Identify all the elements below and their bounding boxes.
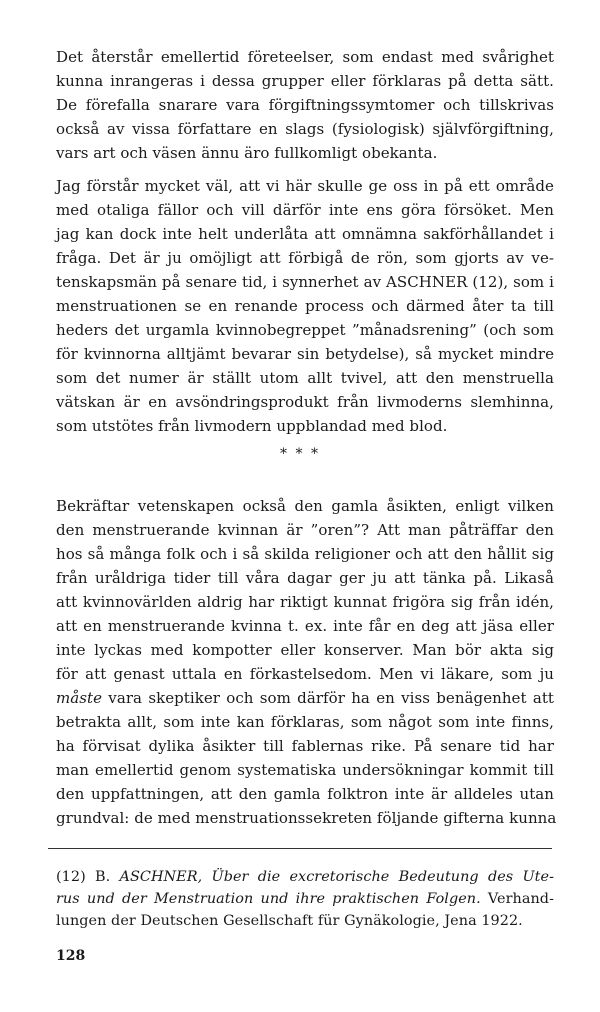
- text-fragment: vara skeptiker och som därför ha en viss benägenhet att: [102, 689, 554, 707]
- footnote-citation: ASCHNER, Über die excretorische Bedeutung des Ute-: [119, 869, 554, 885]
- text-line: betrakta allt, som inte kan förklaras, som något som inte finns,: [56, 713, 554, 731]
- text-line: menstruationen se en renande process och därmed åter ta till: [56, 297, 554, 315]
- text-line: Jag förstår mycket väl, att vi här skulle ge oss in på ett område: [56, 177, 554, 195]
- footnote-line: lungen der Deutschen Gesellschaft für Gynäkologie, Jena 1922.: [56, 913, 523, 929]
- text-line: De förefalla snarare vara förgiftningssymtomer och tillskrivas: [56, 96, 554, 114]
- text-line: som utstötes från livmodern uppblandad med blod.: [56, 417, 448, 435]
- text-line: den uppfattningen, att den gamla folktron inte är alldeles utan: [56, 785, 554, 803]
- footnote-marker: (12) B.: [56, 869, 120, 885]
- footnote-divider: [48, 848, 552, 849]
- footnote-line: [56, 866, 554, 888]
- text-line: fråga. Det är ju omöjligt att förbigå de rön, som gjorts av ve-: [56, 249, 554, 267]
- text-line: inte lyckas med kompotter eller konserver. Man bör akta sig: [56, 641, 554, 659]
- text-line: som det numer är ställt utom allt tvivel, att den menstruella: [56, 369, 554, 387]
- section-separator: * * *: [280, 446, 320, 462]
- text-line: för att genast uttala en förkastelsedom. Men vi läkare, som ju: [56, 665, 554, 683]
- footnote-citation: rus und der Menstruation und ihre praktischen Folgen.: [56, 891, 481, 907]
- footnote-text: Verhand-: [480, 891, 554, 907]
- paragraph-2: [56, 174, 554, 438]
- text-line: grundval: de med menstruationssekreten följande gifterna kunna: [56, 809, 557, 827]
- text-line: jag kan dock inte helt underlåta att omnämna sakförhållandet i: [56, 225, 554, 243]
- text-line: Bekräftar vetenskapen också den gamla åsikten, enligt vilken: [56, 497, 554, 515]
- text-line: tenskapsmän på senare tid, i synnerhet av ASCHNER (12), som i: [56, 273, 554, 291]
- text-line: heders det urgamla kvinnobegreppet ”månadsrening” (och som: [56, 321, 554, 339]
- text-line: man emellertid genom systematiska undersökningar kommit till: [56, 761, 554, 779]
- text-line: vätskan är en avsöndringsprodukt från livmoderns slemhinna,: [56, 393, 554, 411]
- emphasized-word: måste: [56, 689, 103, 707]
- text-line: Det återstår emellertid företeelser, som endast med svårighet: [56, 48, 554, 66]
- paragraph-3: [56, 494, 557, 830]
- footnote: [56, 866, 554, 932]
- text-line: kunna inrangeras i dessa grupper eller förklaras på detta sätt.: [56, 72, 554, 90]
- footnote-line: [56, 888, 554, 910]
- text-line: vars art och väsen ännu äro fullkomligt obekanta.: [56, 144, 438, 162]
- text-line: att en menstruerande kvinna t. ex. inte får en deg att jäsa eller: [56, 617, 554, 635]
- page-number: 128: [56, 948, 86, 964]
- text-line: hos så många folk och i så skilda religioner och att den hållit sig: [56, 545, 554, 563]
- text-line: från uråldriga tider till våra dagar ger ju att tänka på. Likaså: [56, 569, 554, 587]
- text-line: ha förvisat dylika åsikter till fablernas rike. På senare tid har: [56, 737, 554, 755]
- text-line: för kvinnorna alltjämt bevarar sin betydelse), så mycket mindre: [56, 345, 554, 363]
- text-line: med otaliga fällor och vill därför inte ens göra försöket. Men: [56, 201, 554, 219]
- text-line-emphasis: [56, 686, 554, 710]
- text-line: också av vissa författare en slags (fysiologisk) självförgiftning,: [56, 120, 554, 138]
- paragraph-1: [56, 45, 554, 165]
- text-line: den menstruerande kvinnan är ”oren”? Att man påträffar den: [56, 521, 554, 539]
- text-line: att kvinnovärlden aldrig har riktigt kunnat frigöra sig från idén,: [56, 593, 554, 611]
